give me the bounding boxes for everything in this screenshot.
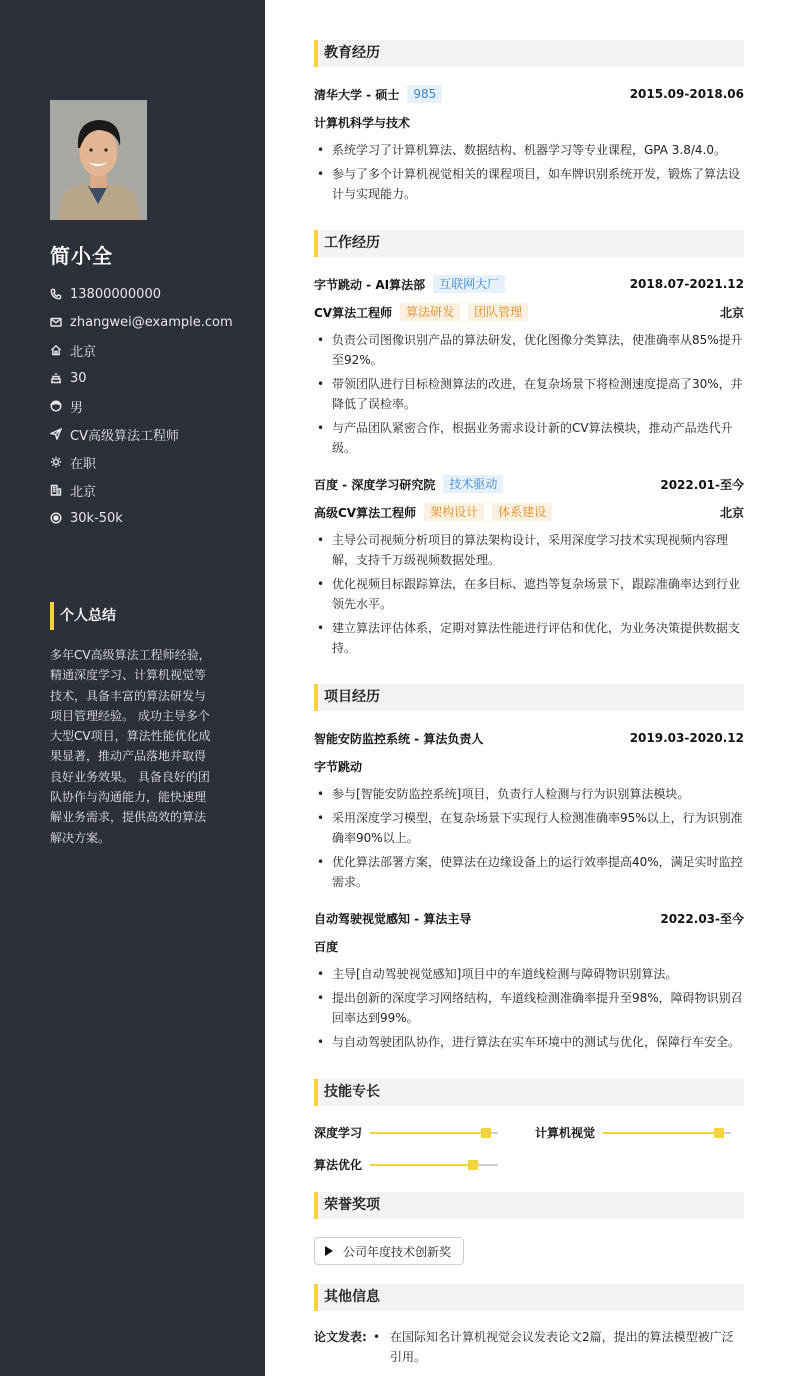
list-item: • 优化算法部署方案，使算法在边缘设备上的运行效率提高40%，满足实时监控需求。 <box>314 852 744 892</box>
skill-algorithm-optimization <box>314 1156 498 1173</box>
education-section-title: 教育经历 <box>314 40 744 67</box>
list-item: • 采用深度学习模型，在复杂场景下实现行人检测准确率95%以上，行为识别准确率90%以上。 <box>314 808 744 848</box>
contact-salary-text: 30k-50k <box>70 510 123 526</box>
work-2-role-row <box>314 502 744 522</box>
project-2-bullets <box>314 964 744 1056</box>
work-2-role: 高级CV算法工程师 <box>314 505 417 520</box>
awards-section-title: 荣誉奖项 <box>314 1192 744 1219</box>
summary-title: 个人总结 <box>50 602 116 630</box>
contact-city-text: 北京 <box>70 484 97 500</box>
education-date: 2015.09-2018.06 <box>629 87 744 101</box>
work-1-company-tag: 互联网大厂 <box>433 275 505 293</box>
contact-list <box>50 280 233 532</box>
other-label: 论文发表: <box>314 1330 367 1344</box>
skills-section-title: 技能专长 <box>314 1079 744 1106</box>
list-item: • 参与了多个计算机视觉相关的课程项目，如车牌识别系统开发，锻炼了算法设计与实现能力。 <box>314 164 744 204</box>
contact-status <box>50 448 233 476</box>
other-list <box>372 1327 744 1367</box>
project-1-org-row <box>314 756 744 776</box>
candidate-name: 简小全 <box>50 244 113 268</box>
contact-email <box>50 308 233 336</box>
skill-name: 深度学习 <box>314 1126 363 1140</box>
contact-city <box>50 476 233 504</box>
education-bullets <box>314 140 744 208</box>
gender-icon <box>50 400 62 412</box>
list-item: • 与自动驾驶团队协作，进行算法在实车环境中的测试与优化，保障行车安全。 <box>314 1032 744 1052</box>
contact-gender <box>50 392 233 420</box>
contact-home <box>50 336 233 364</box>
send-icon <box>50 428 62 440</box>
skill-computer-vision <box>535 1124 731 1141</box>
contact-gender-text: 男 <box>70 400 84 416</box>
list-item: • 参与[智能安防监控系统]项目，负责行人检测与行为识别算法模块。 <box>314 784 744 804</box>
project-2-org: 百度 <box>314 939 339 954</box>
list-item: • 主导公司视频分析项目的算法架构设计，采用深度学习技术实现视频内容理解，支持千万级视频数据处理。 <box>314 530 744 570</box>
award-name: 公司年度技术创新奖 <box>343 1244 452 1259</box>
project-1-date: 2019.03-2020.12 <box>629 731 744 745</box>
project-1-header <box>314 728 744 748</box>
school-name: 清华大学 - 硕士 <box>314 87 400 102</box>
work-2-date: 2022.01-至今 <box>660 477 744 492</box>
building-icon <box>50 484 62 496</box>
work-1-header <box>314 274 744 294</box>
age-icon <box>50 372 62 384</box>
award-item <box>314 1237 464 1265</box>
other-info-row <box>314 1327 744 1367</box>
project-2-org-row <box>314 936 744 956</box>
play-icon <box>325 1246 333 1256</box>
skill-level-bar <box>370 1164 498 1166</box>
contact-age <box>50 364 233 392</box>
skill-level-bar <box>370 1132 498 1134</box>
work-2-company-tag: 技术驱动 <box>443 475 503 493</box>
work-2-role-tag: 架构设计 <box>424 503 484 521</box>
list-item: • 建立算法评估体系，定期对算法性能进行评估和优化，为业务决策提供数据支持。 <box>314 618 744 658</box>
contact-age-text: 30 <box>70 370 87 386</box>
list-item: • 负责公司图像识别产品的算法研发，优化图像分类算法，使准确率从85%提升至92%。 <box>314 330 744 370</box>
avatar <box>50 100 147 220</box>
contact-salary <box>50 504 233 532</box>
other-section-title: 其他信息 <box>314 1284 744 1311</box>
work-2-role-tag: 体系建设 <box>492 503 552 521</box>
work-1-date: 2018.07-2021.12 <box>629 277 744 291</box>
project-1-name: 智能安防监控系统 - 算法负责人 <box>314 731 484 746</box>
skill-name: 算法优化 <box>314 1158 363 1172</box>
work-2-header <box>314 474 744 494</box>
summary-text: 多年CV高级算法工程师经验，精通深度学习、计算机视觉等技术，具备丰富的算法研发与项目管理经验。 成功主导多个大型CV项目，算法性能优化成果显著，推动产品落地并取得良好业务效果。 具备良好的团队协作与沟通能力，能快速理解业务需求，提供高效的算法解决方案。 <box>50 648 211 845</box>
list-item: • 提出创新的深度学习网络结构，车道线检测准确率提升至98%，障碍物识别召回率达到99%。 <box>314 988 744 1028</box>
contact-email-text: zhangwei@example.com <box>70 314 233 330</box>
status-icon <box>50 456 62 468</box>
education-major: 计算机科学与技术 <box>314 115 411 130</box>
project-1-org: 字节跳动 <box>314 759 363 774</box>
list-item: • 与产品团队紧密合作，根据业务需求设计新的CV算法模块，推动产品迭代升级。 <box>314 418 744 458</box>
work-1-role-row <box>314 302 744 322</box>
contact-position <box>50 420 233 448</box>
skill-level-bar <box>603 1132 731 1134</box>
work-1-bullets <box>314 330 744 462</box>
phone-icon <box>50 288 62 300</box>
work-1-role: CV算法工程师 <box>314 305 393 320</box>
salary-icon <box>50 512 62 524</box>
work-section-title: 工作经历 <box>314 230 744 257</box>
list-item: • 在国际知名计算机视觉会议发表论文2篇，提出的算法模型被广泛引用。 <box>372 1327 744 1367</box>
list-item: • 系统学习了计算机算法、数据结构、机器学习等专业课程，GPA 3.8/4.0。 <box>314 140 744 160</box>
project-2-date: 2022.03-至今 <box>660 911 744 926</box>
school-tag: 985 <box>407 85 442 103</box>
work-1-location: 北京 <box>719 305 744 320</box>
contact-position-text: CV高级算法工程师 <box>70 428 179 444</box>
skill-name: 计算机视觉 <box>535 1126 596 1140</box>
education-header <box>314 84 744 104</box>
work-1-role-tag: 算法研发 <box>400 303 460 321</box>
project-2-name: 自动驾驶视觉感知 - 算法主导 <box>314 911 472 926</box>
list-item: • 优化视频目标跟踪算法，在多目标、遮挡等复杂场景下，跟踪准确率达到行业领先水平。 <box>314 574 744 614</box>
home-icon <box>50 344 62 356</box>
project-2-header <box>314 908 744 928</box>
project-1-bullets <box>314 784 744 896</box>
projects-section-title: 项目经历 <box>314 684 744 711</box>
contact-home-text: 北京 <box>70 344 97 360</box>
sidebar <box>0 0 265 1376</box>
mail-icon <box>50 316 62 328</box>
work-2-company: 百度 - 深度学习研究院 <box>314 477 436 492</box>
education-major-row <box>314 112 744 132</box>
skill-deep-learning <box>314 1124 498 1141</box>
contact-status-text: 在职 <box>70 456 97 472</box>
work-1-role-tag: 团队管理 <box>468 303 528 321</box>
list-item: • 带领团队进行目标检测算法的改进，在复杂场景下将检测速度提高了30%，并降低了误检率。 <box>314 374 744 414</box>
work-1-company: 字节跳动 - AI算法部 <box>314 277 426 292</box>
work-2-location: 北京 <box>719 505 744 520</box>
list-item: • 主导[自动驾驶视觉感知]项目中的车道线检测与障碍物识别算法。 <box>314 964 744 984</box>
work-2-bullets <box>314 530 744 662</box>
contact-phone-text: 13800000000 <box>70 286 161 302</box>
contact-phone <box>50 280 233 308</box>
